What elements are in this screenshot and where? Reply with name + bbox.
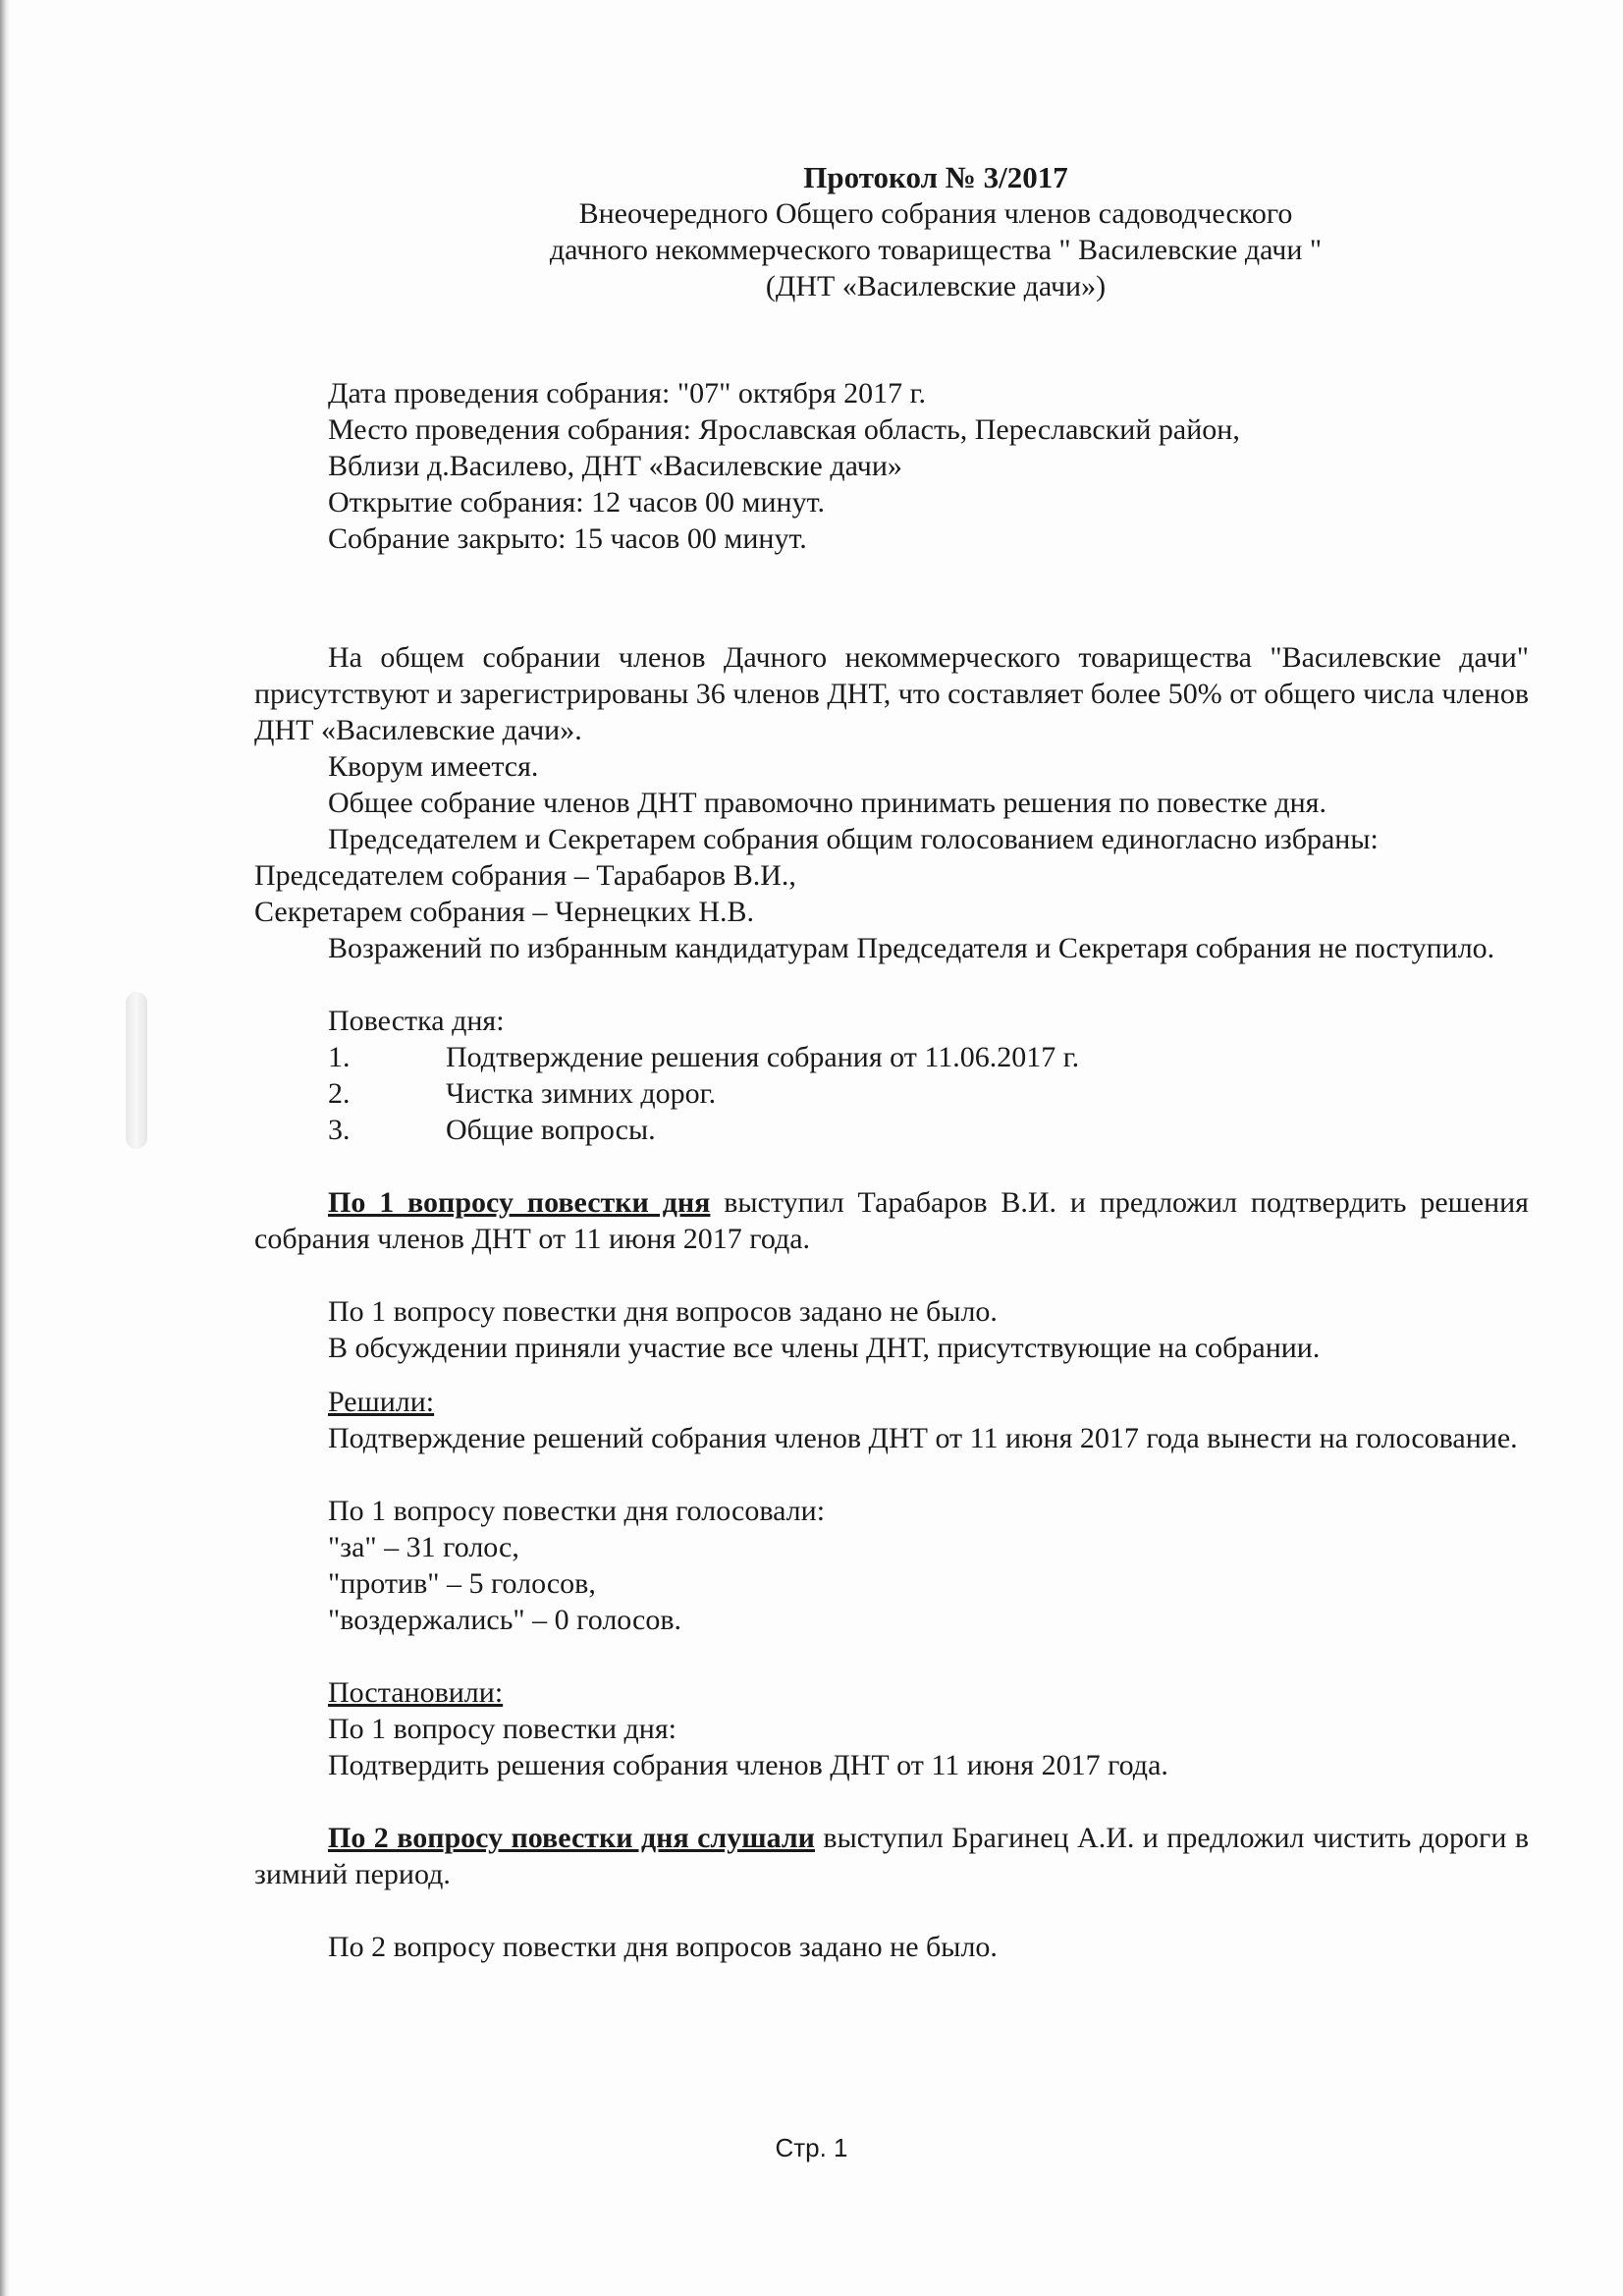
vote-for: "за" – 31 голос, (328, 1531, 519, 1563)
question-1-voting-heading: По 1 вопросу повестки дня голосовали: (328, 1495, 826, 1527)
question-1-no-questions: По 1 вопросу повестки дня вопросов задано не было. (328, 1295, 998, 1328)
question-1-resolved-text: Подтвердить решения собрания членов ДНТ от 11 июня 2017 года. (328, 1749, 1168, 1781)
agenda-item-text: Общие вопросы. (446, 1114, 656, 1146)
question-2-speech: выступил Брагинец А.И. и предложил чистить дороги в зимний период. (254, 1822, 1530, 1890)
question-1-decided-label: Решили: (328, 1386, 435, 1418)
document-title: Протокол № 3/2017 (803, 160, 1068, 194)
question-1-lead: По 1 вопросу повестки дня (328, 1186, 711, 1219)
question-2-speech-paragraph (254, 1820, 1529, 1892)
question-1-speech: выступил Тарабаров В.И. и предложил подтвердить решения собрания членов ДНТ от 11 июня 2017 года. (254, 1186, 1529, 1255)
question-2-lead: По 2 вопросу повестки дня слушали (328, 1822, 815, 1854)
attendance-paragraph: На общем собрании членов Дачного некоммерческого товарищества "Василевские дачи" присутствуют и зарегистрированы 36 членов ДНТ, что составляет более 50% от общего числа членов ДНТ «Василевские дачи». (254, 641, 1529, 746)
agenda-item (254, 1075, 1529, 1112)
page-number: Стр. 1 (775, 2133, 848, 2162)
quorum-statement: Кворум имеется. (328, 750, 539, 783)
punch-hole-mark (126, 992, 147, 1149)
document-subtitle-line-2: дачного некоммерческого товарищества " Василевские дачи " (549, 234, 1323, 266)
document-body (254, 147, 1529, 1965)
chairman-line: Председателем собрания – Тарабаров В.И., (254, 859, 796, 892)
document-subtitle-line-3: (ДНТ «Василевские дачи») (765, 270, 1107, 302)
agenda-item-text: Чистка зимних дорог. (446, 1077, 717, 1110)
question-2-no-questions: По 2 вопросу повестки дня вопросов задано не было. (328, 1931, 998, 1963)
scan-edge-shadow (0, 0, 10, 2296)
vote-abstain: "воздержались" – 0 голосов. (328, 1604, 682, 1636)
agenda-item (254, 1112, 1529, 1148)
competence-statement: Общее собрание членов ДНТ правомочно принимать решения по повестке дня. (328, 787, 1326, 819)
document-subtitle-line-1: Внеочередного Общего собрания членов садоводческого (578, 197, 1293, 230)
question-1-decided-text: Подтверждение решений собрания членов ДНТ от 11 июня 2017 года вынести на голосование. (328, 1422, 1518, 1454)
no-objections-paragraph: Возражений по избранным кандидатурам Председателя и Секретаря собрания не поступило. (328, 932, 1495, 964)
meeting-date: Дата проведения собрания: "07" октября 2017 г. (328, 377, 927, 410)
agenda-heading: Повестка дня: (328, 1005, 505, 1037)
question-1-speech-paragraph (254, 1184, 1529, 1257)
meeting-place-line-1: Место проведения собрания: Ярославская область, Переславский район, (328, 413, 1240, 446)
secretary-line: Секретарем собрания – Чернецких Н.В. (254, 896, 755, 928)
agenda-item (254, 1039, 1529, 1075)
agenda-item-number: 2. (328, 1077, 351, 1110)
question-1-resolved-ref: По 1 вопросу повестки дня: (328, 1713, 676, 1745)
agenda-item-text: Подтверждение решения собрания от 11.06.2017 г. (446, 1041, 1080, 1073)
question-1-resolved-label: Постановили: (328, 1676, 504, 1709)
meeting-closing-time: Собрание закрыто: 15 часов 00 минут. (328, 522, 807, 555)
meeting-place-line-2: Вблизи д.Василево, ДНТ «Василевские дачи» (328, 450, 902, 482)
meeting-opening-time: Открытие собрания: 12 часов 00 минут. (328, 486, 825, 519)
election-statement: Председателем и Секретарем собрания общим голосованием единогласно избраны: (328, 823, 1379, 855)
agenda-item-number: 1. (328, 1041, 351, 1073)
agenda-item-number: 3. (328, 1114, 351, 1146)
vote-against: "против" – 5 голосов, (328, 1567, 596, 1600)
question-1-discussion: В обсуждении приняли участие все члены ДНТ, присутствующие на собрании. (328, 1332, 1321, 1364)
